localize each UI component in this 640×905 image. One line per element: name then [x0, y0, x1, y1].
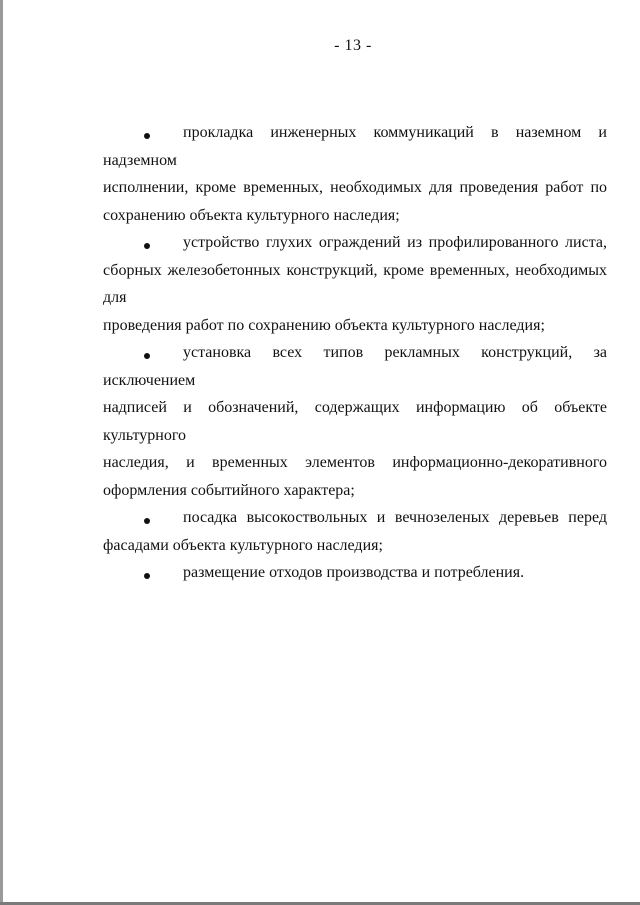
list-item-line: посадка высокоствольных и вечнозеленых деревьев перед: [183, 509, 607, 526]
bullet-icon: [144, 353, 150, 359]
list-item-line: сборных железобетонных конструкций, кроме временных, необходимых для: [103, 261, 607, 306]
bullet-icon: [144, 133, 150, 139]
list-item: [103, 339, 607, 504]
list-item-line: прокладка инженерных коммуникаций в наземном и надземном: [103, 124, 607, 169]
bullet-icon: [144, 518, 150, 524]
list-item-line: оформления событийного характера;: [103, 481, 355, 499]
list-item-line: сохранению объекта культурного наследия;: [103, 206, 400, 224]
list-item-line: размещение отходов производства и потребления.: [183, 564, 525, 581]
list-item-line: фасадами объекта культурного наследия;: [103, 536, 383, 554]
list-item-line: установка всех типов рекламных конструкций, за исключением: [103, 344, 607, 389]
list-item: [103, 119, 607, 229]
list-item: [103, 504, 607, 559]
bullet-list: [103, 119, 607, 587]
page-edge: [0, 0, 3, 905]
bullet-icon: [144, 243, 150, 249]
page-number: - 13 -: [334, 37, 372, 54]
list-item: [103, 559, 607, 587]
list-item: [103, 229, 607, 339]
bullet-icon: [144, 573, 150, 579]
list-item-line: наследия, и временных элементов информационно-декоративного: [103, 454, 607, 471]
list-item-line: проведения работ по сохранению объекта культурного наследия;: [103, 316, 545, 334]
list-item-line: надписей и обозначений, содержащих информацию об объекте культурного: [103, 399, 607, 444]
list-item-line: устройство глухих ограждений из профилированного листа,: [183, 234, 607, 251]
list-item-line: исполнении, кроме временных, необходимых для проведения работ по: [103, 179, 607, 196]
